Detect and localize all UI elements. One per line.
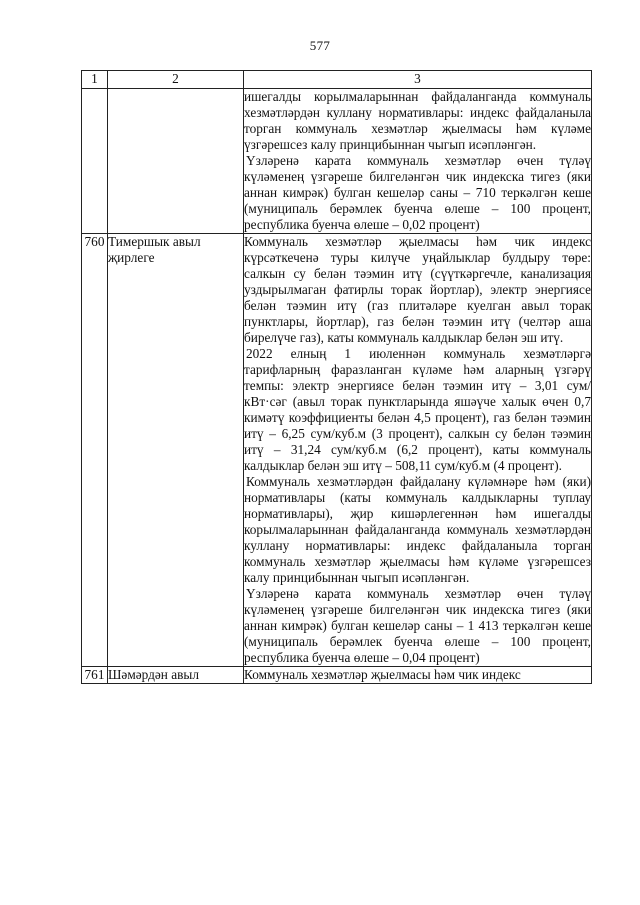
row-number: 761 (82, 667, 108, 684)
table-row (82, 89, 592, 234)
paragraph: Коммуналь хезмәтләр җыелмасы һәм чик индекс (244, 667, 521, 682)
settlement-name (108, 89, 244, 234)
paragraph: 2022 елның 1 июленнән коммуналь хезмәтләргә тарифларның фаразланган күләме һәм аларның үзгәрү темпы: электр энергиясе белән тәэмин итү – 3,01 сум/кВт·сәг (авыл торак пунктларында яшәүче халык өчен 0,7 кимәтү коэффициенты белән 4,5 процент), газ белән тәэмин итү – 6,25 сум/куб.м (3 процент), салкын су белән тәэмин итү – 31,24 сум/куб.м (6,2 процент), каты коммуналь калдыклар белән эш итү – 508,11 сум/куб.м (4 процент). (244, 346, 591, 473)
row-number (82, 89, 108, 234)
paragraph: Үзләренә карата коммуналь хезмәтләр өчен түләү күләменең үзгәреше билгеләнгән чик индекска тигез (яки аннан кимрәк) булган кешеләр саны – 1 413 теркәлгән кеше (муниципаль берәмлек буенча өлеше – 100 процент, республика буенча өлеше – 0,04 процент) (244, 586, 591, 665)
table-row (82, 234, 592, 667)
paragraph: Коммуналь хезмәтләр җыелмасы һәм чик индекс күрсәткеченә туры килүче уңайлыклар булдыру төре: салкын су белән тәэмин итү (сүүткәргечле, канализация уздырылмаган фатирлы торак йортлар), электр энергиясе белән тәэмин итү (газ плитәләре куелган авыл торак пунктлары, йортлар), газ белән тәэмин итү (челтәр аша бирелүче газ), каты коммуналь калдыклар белән эш итү. (244, 234, 591, 345)
header-col-3: 3 (244, 71, 592, 89)
row-text (244, 89, 592, 234)
row-number: 760 (82, 234, 108, 667)
page-number: 577 (309, 38, 331, 53)
row-text (244, 234, 592, 667)
row-text (244, 667, 592, 684)
paragraph: ишегалды корылмаларыннан файдаланганда коммуналь хезмәтләрдән куллану нормативлары: индекс файдаланыла торган коммуналь хезмәтләр җыелмасы һәм күләме үзгәрешсез калу принцибыннан чыгып исәпләнгән. (244, 89, 591, 152)
paragraph: Коммуналь хезмәтләрдән файдалану күләмнәре һәм (яки) нормативлары (каты коммуналь калдыкларны туплау нормативлары), җир кишәрлегеннән һәм ишегалды корылмаларыннан файдаланганда коммуналь хезмәтләрдән куллану нормативлары: индекс файдаланыла торган коммуналь хезмәтләр җыелмасы һәм күләме үзгәрешсез калу принцибыннан чыгып исәпләнгән. (244, 474, 591, 585)
document-table (81, 70, 592, 684)
table-header-row (82, 71, 592, 89)
table-row (82, 667, 592, 684)
header-col-2: 2 (108, 71, 244, 89)
settlement-name: Шәмәрдән авыл (108, 667, 244, 684)
paragraph: Үзләренә карата коммуналь хезмәтләр өчен түләү күләменең үзгәреше билгеләнгән чик индекска тигез (яки аннан кимрәк) булган кешеләр саны – 710 теркәлгән кеше (муниципаль берәмлек буенча өлеше – 100 процент, республика буенча өлеше – 0,02 процент) (244, 153, 591, 232)
header-col-1: 1 (82, 71, 108, 89)
settlement-name: Тимершык авыл җирлеге (108, 234, 244, 667)
